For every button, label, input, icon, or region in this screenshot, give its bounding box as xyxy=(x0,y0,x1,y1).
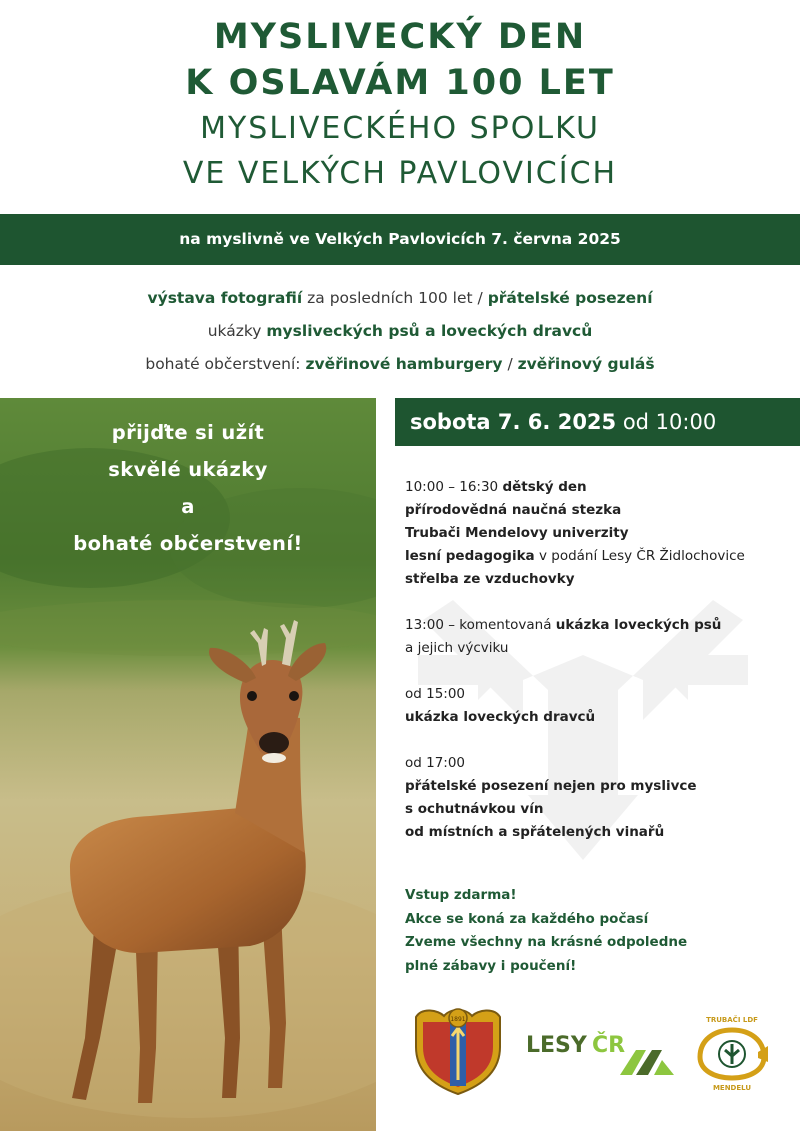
program-row xyxy=(405,545,800,568)
invite-line-2: skvělé ukázky xyxy=(108,458,268,481)
trubaci-bottom-text: MENDELU xyxy=(712,1084,752,1092)
notice-text xyxy=(405,884,687,978)
title-line-2: K OSLAVÁM 100 LET xyxy=(185,63,615,103)
event-program xyxy=(405,476,800,844)
feature-line-3 xyxy=(0,350,800,383)
title-line-3: MYSLIVECKÉHO SPOLKU xyxy=(200,111,600,146)
feature-text: / xyxy=(502,355,518,373)
notice-line-1: Vstup zdarma! xyxy=(405,887,517,903)
location-band: na myslivně ve Velkých Pavlovicích 7. června 2025 xyxy=(0,214,800,265)
trubaci-top-text: TRUBAČI LDF xyxy=(706,1016,758,1024)
notice-line-3: Zveme všechny na krásné odpoledne xyxy=(405,934,688,950)
feature-text: výstava fotografií xyxy=(147,289,303,307)
program-time: od 15:00 xyxy=(405,686,466,702)
title-line-1: MYSLIVECKÝ DEN xyxy=(213,17,587,57)
program-row xyxy=(405,522,800,545)
program-time: od 17:00 xyxy=(405,755,466,771)
program-row xyxy=(405,821,800,844)
cr-text: ČR xyxy=(592,1033,626,1058)
feature-line-2 xyxy=(0,317,800,350)
program-row xyxy=(405,752,800,775)
program-detail: v podání Lesy ČR Židlochovice xyxy=(534,548,745,564)
program-item: dětský den xyxy=(502,479,587,495)
program-row xyxy=(405,614,800,637)
feature-text: přátelské posezení xyxy=(487,289,653,307)
feature-text: ukázky xyxy=(207,322,267,340)
program-item: lesní pedagogika xyxy=(405,548,535,564)
program-row xyxy=(405,775,800,798)
notice-line-2: Akce se koná za každého počasí xyxy=(405,910,649,927)
invite-text xyxy=(0,414,376,562)
program-row xyxy=(405,637,800,660)
program-time: 13:00 – komentovaná xyxy=(405,617,556,633)
feature-text: za posledních 100 let / xyxy=(302,289,488,307)
program-item: s ochutnávkou vín xyxy=(405,801,544,817)
invite-line-3: a xyxy=(181,495,195,518)
feature-text: bohaté občerstvení: xyxy=(145,355,306,373)
invite-line-4: bohaté občerstvení! xyxy=(73,532,303,555)
program-item: přátelské posezení nejen pro myslivce xyxy=(405,778,697,794)
program-item: Trubači Mendelovy univerzity xyxy=(405,525,629,541)
invite-line-1: přijďte si užít xyxy=(111,421,265,444)
poster-title xyxy=(0,14,800,196)
trubaci-ldf-mendelu-logo xyxy=(692,1012,772,1096)
feature-text: mysliveckých psů a loveckých dravců xyxy=(266,322,593,340)
feature-list xyxy=(0,284,800,383)
lesy-text: LESY xyxy=(526,1033,587,1058)
velke-pavlovice-coat-of-arms-logo xyxy=(408,1002,508,1101)
program-item: od místních a spřátelených vinařů xyxy=(405,824,665,840)
partner-logos xyxy=(400,1000,800,1110)
coat-year: 1891 xyxy=(450,1016,466,1023)
program-row xyxy=(405,798,800,821)
date-bar xyxy=(395,398,800,446)
program-row xyxy=(405,499,800,522)
program-item: střelba ze vzduchovky xyxy=(405,571,575,587)
title-line-4: VE VELKÝCH PAVLOVICÍCH xyxy=(182,156,618,191)
event-date: sobota 7. 6. 2025 xyxy=(410,410,617,434)
program-detail: a jejich výcviku xyxy=(405,640,509,656)
feature-line-1 xyxy=(0,284,800,317)
feature-text: zvěřinové hamburgery xyxy=(305,355,503,373)
program-row xyxy=(405,476,800,499)
program-time: 10:00 – 16:30 xyxy=(405,479,503,495)
program-row xyxy=(405,683,800,706)
program-row xyxy=(405,568,800,591)
feature-text: zvěřinový guláš xyxy=(517,355,655,373)
program-row xyxy=(405,706,800,729)
event-start-time: od 10:00 xyxy=(616,410,717,434)
program-item: ukázka loveckých psů xyxy=(555,617,722,633)
notice-line-4: plné zábavy i poučení! xyxy=(405,957,577,974)
program-item: přírodovědná naučná stezka xyxy=(405,502,622,518)
program-item: ukázka loveckých dravců xyxy=(405,709,596,725)
lesy-cr-logo xyxy=(524,1020,684,1084)
